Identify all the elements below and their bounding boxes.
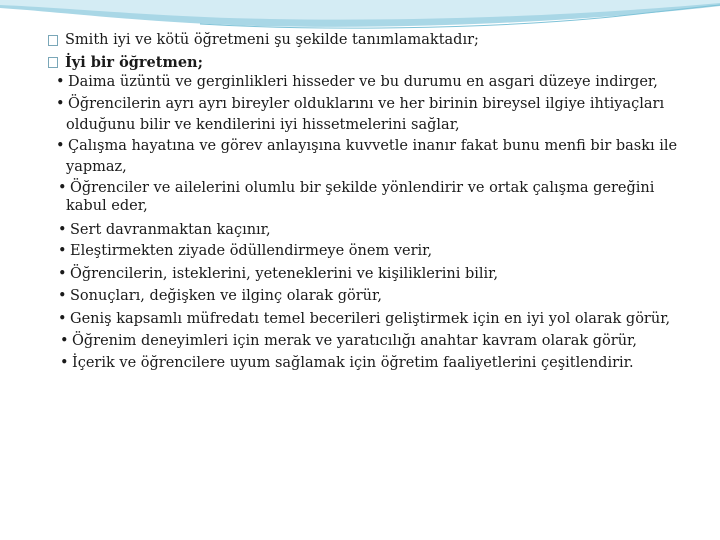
checkbox-bullet-icon [48, 57, 58, 68]
intro-line [48, 30, 479, 50]
bullet-icon: • [58, 266, 67, 282]
list-item: • Öğrencilerin, isteklerini, yeteneklerini ve kişiliklerini bilir, [58, 266, 499, 282]
list-item: • Öğrenim deneyimleri için merak ve yaratıcılığı anahtar kavram olarak görür, [60, 333, 637, 349]
bullet-icon: • [58, 222, 67, 238]
bullet-icon: • [58, 311, 67, 327]
list-item: • Çalışma hayatına ve görev anlayışına kuvvetle inanır fakat bunu menfi bir baskı ile [56, 138, 678, 154]
list-item: • Öğrenciler ve ailelerini olumlu bir şekilde yönlendirir ve ortak çalışma gereğini [58, 180, 655, 196]
bullet-icon: • [60, 355, 69, 371]
list-item-continuation: yapmaz, [66, 159, 127, 175]
list-item: • Sert davranmaktan kaçınır, [58, 222, 271, 238]
bullet-icon: • [58, 180, 67, 196]
bullet-icon: • [56, 96, 65, 112]
intro-text: Smith iyi ve kötü öğretmeni şu şekilde tanımlamaktadır; [65, 32, 479, 48]
list-item-continuation: kabul eder, [66, 198, 148, 214]
bullet-icon: • [56, 138, 65, 154]
subheading-line [48, 52, 203, 72]
list-item: • İçerik ve öğrencilere uyum sağlamak için öğretim faaliyetlerini çeşitlendirir. [60, 355, 634, 371]
bullet-icon: • [58, 243, 67, 259]
list-item-continuation: olduğunu bilir ve kendilerini iyi hissetmelerini sağlar, [66, 117, 460, 133]
bullet-icon: • [58, 288, 67, 304]
list-item: • Sonuçları, değişken ve ilginç olarak görür, [58, 288, 382, 304]
list-item: • Öğrencilerin ayrı ayrı bireyler olduklarını ve her birinin bireysel ilgiye ihtiyaçları [56, 96, 665, 112]
list-item: • Geniş kapsamlı müfredatı temel becerileri geliştirmek için en iyi yol olarak görür, [58, 311, 671, 327]
checkbox-bullet-icon [48, 35, 58, 46]
list-item: • Daima üzüntü ve gerginlikleri hisseder ve bu durumu en asgari düzeye indirger, [56, 74, 658, 90]
list-item: • Eleştirmekten ziyade ödüllendirmeye önem verir, [58, 243, 433, 259]
bullet-icon: • [56, 74, 65, 90]
subheading-text: İyi bir öğretmen; [65, 53, 203, 71]
bullet-icon: • [60, 333, 69, 349]
